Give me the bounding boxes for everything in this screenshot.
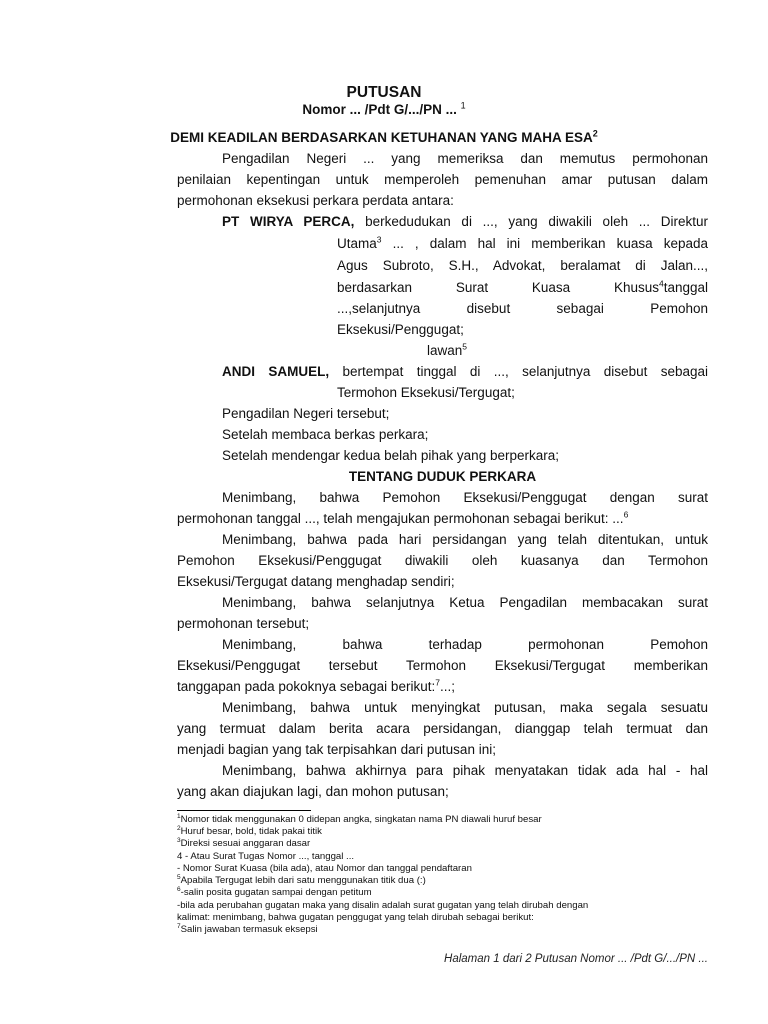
paragraph-line: Menimbang, bahwa akhirnya para pihak menyatakan tidak ada hal - hal [222,763,708,778]
party-plaintiff-line: Utama$^3$ ... , dalam hal ini memberikan kuasa kepada [337,234,708,251]
footnote: $^2$Huruf besar, bold, tidak pakai titik [177,824,322,837]
footnote-ref: 2 [592,128,598,139]
paragraph-line: Menimbang, bahwa untuk menyingkat putusan, maka segala sesuatu [222,700,708,715]
lawan-label: lawan$^5$ [427,341,468,358]
party-defendant-name: ANDI SAMUEL, [222,364,330,379]
footnote: 4 - Atau Surat Tugas Nomor ..., tanggal ... [177,851,355,862]
footnote: -bila ada perubahan gugatan maka yang disalin adalah surat gugatan yang telah dirubah dengan [177,900,589,911]
paragraph-line: Menimbang, bahwa Pemohon Eksekusi/Penggugat dengan surat [222,490,708,505]
paragraph-line: Pemohon Eksekusi/Penggugat diwakili oleh kuasanya dan Termohon [177,553,708,568]
statement-line: Pengadilan Negeri tersebut; [222,406,390,421]
footnote: kalimat: menimbang, bahwa gugatan penggugat yang telah dirubah sebagai berikut: [177,912,534,923]
footnote-ref: 7 [435,677,440,688]
paragraph-line: permohonan tanggal ..., telah mengajukan permohonan sebagai berikut: ...$^6$ [177,509,629,526]
footnote-ref: 3 [376,234,382,245]
heading-demi-keadilan: DEMI KEADILAN BERDASARKAN KETUHANAN YANG MAHA ESA$^2$ [170,128,598,145]
party-defendant-line: ANDI SAMUEL, bertempat tinggal di ..., selanjutnya disebut sebagai [222,364,709,379]
paragraph-line: penilaian kepentingan untuk memperoleh pemenuhan amar putusan dalam [177,172,708,187]
party-plaintiff-line: PT WIRYA PERCA, berkedudukan di ..., yang diwakili oleh ... Direktur [222,214,709,229]
footnote-ref: 1 [460,100,466,111]
footnote-ref: 5 [462,341,468,352]
paragraph-line: Pengadilan Negeri ... yang memeriksa dan memutus permohonan [222,151,708,166]
page-footer: Halaman 1 dari 2 Putusan Nomor ... /Pdt G/.../PN ... [444,953,708,965]
statement-line: Setelah membaca berkas perkara; [222,427,429,442]
party-plaintiff-name: PT WIRYA PERCA, [222,214,355,229]
footnote-ref: 4 [658,278,664,289]
party-plaintiff-line: Agus Subroto, S.H., Advokat, beralamat di Jalan..., [337,258,708,273]
footnote-divider [177,810,311,811]
party-plaintiff-line: berdasarkan Surat Kuasa Khusus$^4$tanggal [337,278,708,295]
paragraph-line: Eksekusi/Penggugat tersebut Termohon Eksekusi/Tergugat memberikan [177,658,708,673]
paragraph-line: tanggapan pada pokoknya sebagai berikut:$^7$...; [177,677,455,694]
paragraph-line: yang akan diajukan lagi, dan mohon putusan; [177,784,449,799]
party-plaintiff-line: ...,selanjutnya disebut sebagai Pemohon [337,301,708,316]
footnote: $^1$Nomor tidak menggunakan 0 didepan angka, singkatan nama PN diawali huruf besar [177,812,542,825]
paragraph-line: yang termuat dalam berita acara persidangan, dianggap telah termuat dan [177,721,708,736]
paragraph-line: Menimbang, bahwa terhadap permohonan Pemohon [222,637,708,652]
section-heading: TENTANG DUDUK PERKARA [348,469,537,484]
party-plaintiff-line: Eksekusi/Penggugat; [337,322,464,337]
case-number: Nomor ... /Pdt G/.../PN ... $^1$ [302,100,466,117]
paragraph-line: permohonan eksekusi perkara perdata antara: [177,193,454,208]
paragraph-line: menjadi bagian yang tak terpisahkan dari putusan ini; [177,742,496,757]
footnote: $^3$Direksi sesuai anggaran dasar [177,836,311,849]
footnote: $^5$Apabila Tergugat lebih dari satu menggunakan titik dua (:) [177,873,426,886]
footnote-ref: 6 [623,509,629,520]
statement-line: Setelah mendengar kedua belah pihak yang berperkara; [222,448,559,463]
paragraph-line: permohonan tersebut; [177,616,310,631]
document-title: PUTUSAN [346,84,422,101]
paragraph-line: Menimbang, bahwa pada hari persidangan yang telah ditentukan, untuk [222,532,708,547]
paragraph-line: Menimbang, bahwa selanjutnya Ketua Pengadilan membacakan surat [222,595,708,610]
footnote: $^7$Salin jawaban termasuk eksepsi [177,922,318,935]
paragraph-line: Eksekusi/Tergugat datang menghadap sendiri; [177,574,455,589]
footnote: - Nomor Surat Kuasa (bila ada), atau Nomor dan tanggal pendaftaran [177,863,472,874]
footnote: $^6$-salin posita gugatan sampai dengan petitum [177,885,372,898]
party-defendant-line: Termohon Eksekusi/Tergugat; [337,385,515,400]
